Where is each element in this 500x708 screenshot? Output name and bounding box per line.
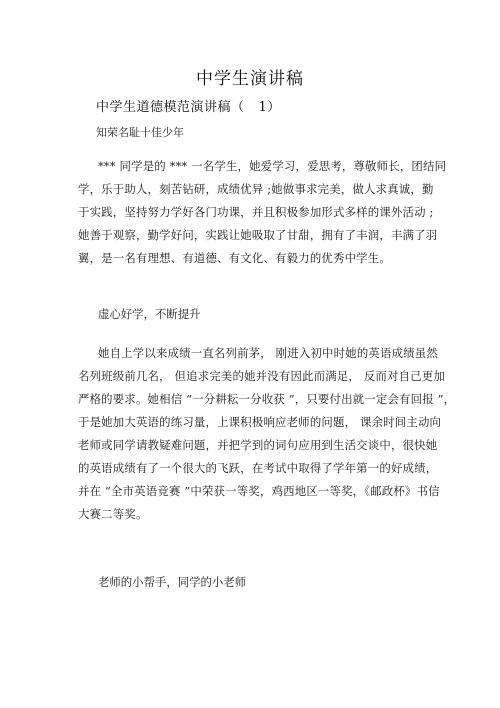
paragraph-line: *** 同学是的 *** 一名学生，她爱学习，爱思考，尊敬师长，团结同 — [98, 159, 447, 173]
paragraph-line: 严格的要求。她相信 “一分耕耘一分收获 ”，只要付出就一定会有回报 ”， — [78, 392, 456, 406]
document-title: 中学生演讲稿 — [196, 69, 304, 89]
paragraph-line: 学，乐于助人，刻苦钻研，成绩优异 ;她做事求完美，做人求真诚，勤 — [78, 182, 434, 196]
subtitle-number: 1） — [258, 100, 281, 115]
paragraph-line: 老师或同学请教疑难问题，并把学到的词句应用到生活交谈中，很快她 — [78, 438, 438, 452]
section-heading-helper: 老师的小帮手，同学的小老师 — [98, 575, 247, 589]
paragraph-line: 她自上学以来成绩一直名列前茅， 刚进入初中时她的英语成绩虽然 — [98, 346, 438, 360]
paragraph-line: 于实践，坚持努力学好各门功课，并且积极参加形式多样的课外活动 ; — [78, 205, 434, 219]
section-heading-study: 虚心好学，不断提升 — [98, 307, 201, 321]
paragraph-line: 于是她加大英语的练习量，上课积极响应老师的问题， 课余时间主动向 — [78, 415, 442, 429]
paragraph-line: 她善于观察，勤学好问，实践让她吸取了甘甜，拥有了丰润，丰满了羽 — [78, 228, 438, 242]
paragraph-line: 大赛二等奖。 — [78, 507, 148, 521]
paragraph-line: 翼，是一名有理想、有道德、有文化、有毅力的优秀中学生。 — [78, 251, 391, 265]
document-byline: 知荣名耻十佳少年 — [96, 126, 184, 139]
document-subtitle — [96, 96, 281, 115]
subtitle-text: 中学生道德模范演讲稿（ — [96, 100, 245, 115]
paragraph-line: 的英语成绩有了一个很大的飞跃，在考试中取得了学年第一的好成绩， — [78, 461, 438, 475]
paragraph-line: 名列班级前几名， 但追求完美的她并没有因此而满足， 反而对自己更加 — [78, 369, 445, 383]
paragraph-study — [78, 342, 456, 526]
paragraph-line: 并在 “全市英语竞赛 ”中荣获一等奖，鸡西地区一等奖，《邮政杯》书信 — [78, 484, 440, 498]
paragraph-intro — [78, 155, 447, 270]
